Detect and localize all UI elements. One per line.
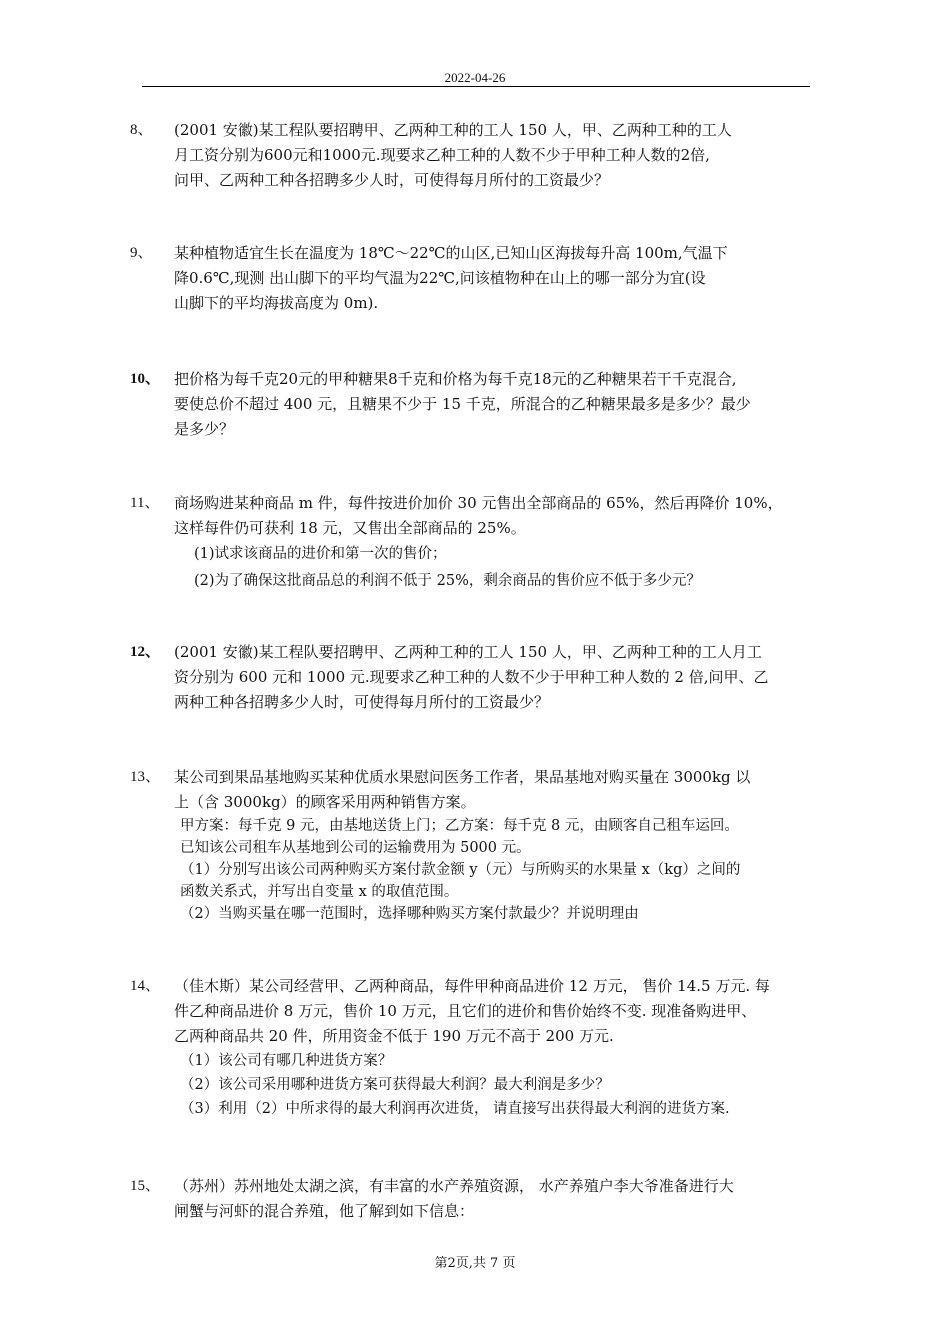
question-text-line: (2001 安徽)某工程队要招聘甲、乙两种工种的工人 150 人，甲、乙两种工种的工人 bbox=[174, 121, 732, 139]
sub-question: （2）该公司采用哪种进货方案可获得最大利润？最大利润是多少？ bbox=[180, 1077, 610, 1093]
question-text-line: 上（含 3000kg）的顾客采用两种销售方案。 bbox=[174, 793, 476, 811]
question-text-line: 问甲、乙两种工种各招聘多少人时，可使得每月所付的工资最少？ bbox=[174, 171, 610, 189]
question-number: 12、 bbox=[130, 644, 161, 660]
sub-question: (2)为了确保这批商品总的利润不低于 25%，剩余商品的售价应不低于多少元？ bbox=[194, 573, 701, 589]
question-14 bbox=[130, 974, 820, 1121]
header-rule bbox=[142, 86, 810, 87]
question-text-line: 某种植物适宜生长在温度为 18℃～22℃的山区,已知山区海拔每升高 100m,气温下 bbox=[174, 244, 728, 262]
question-number: 9、 bbox=[130, 245, 153, 261]
question-15 bbox=[130, 1174, 820, 1224]
question-text-line: 资分别为 600 元和 1000 元.现要求乙种工种的人数不少于甲种工种人数的 2 倍,问甲、乙 bbox=[174, 668, 769, 686]
question-text-line: 这样每件仍可获利 18 元，又售出全部商品的 25%。 bbox=[174, 519, 526, 537]
question-text-line: （佳木斯）某公司经营甲、乙两种商品，每件甲种商品进价 12 万元， 售价 14.5 万元. 每 bbox=[174, 977, 770, 995]
question-12 bbox=[130, 640, 820, 715]
question-9 bbox=[130, 241, 820, 316]
question-text-line: 山脚下的平均海拔高度为 0m). bbox=[174, 294, 379, 312]
question-text-line: 月工资分别为600元和1000元.现要求乙种工种的人数不少于甲种工种人数的2倍, bbox=[174, 146, 710, 164]
question-number: 14、 bbox=[130, 978, 161, 994]
question-text-line: 乙两种商品共 20 件，所用资金不低于 190 万元不高于 200 万元. bbox=[174, 1027, 614, 1045]
question-text-line: 要使总价不超过 400 元，且糖果不少于 15 千克，所混合的乙种糖果最多是多少？最少 bbox=[174, 395, 751, 413]
question-number: 11、 bbox=[130, 495, 160, 511]
sub-question: 甲方案：每千克 9 元，由基地送货上门；乙方案：每千克 8 元，由顾客自己租车运回。 bbox=[180, 818, 739, 834]
question-text-line: 两种工种各招聘多少人时，可使得每月所付的工资最少？ bbox=[174, 693, 550, 711]
sub-question: 已知该公司租车从基地到公司的运输费用为 5000 元。 bbox=[180, 840, 531, 856]
question-13 bbox=[130, 765, 820, 925]
header-date: 2022-04-26 bbox=[444, 70, 506, 85]
page-footer: 第2页,共 7 页 bbox=[434, 1256, 516, 1271]
sub-question: （1）分别写出该公司两种购买方案付款金额 y（元）与所购买的水果量 x（kg）之间的 bbox=[180, 862, 741, 878]
sub-question: （1）该公司有哪几种进货方案？ bbox=[180, 1053, 393, 1069]
sub-question: （2）当购买量在哪一范围时，选择哪种购买方案付款最少？并说明理由 bbox=[180, 906, 639, 922]
question-11 bbox=[130, 491, 820, 595]
sub-question: 函数关系式，并写出自变量 x 的取值范围。 bbox=[180, 884, 459, 900]
question-8 bbox=[130, 118, 820, 193]
question-text-line: (2001 安徽)某工程队要招聘甲、乙两种工种的工人 150 人，甲、乙两种工种的工人月工 bbox=[174, 643, 762, 661]
question-text-line: 闸蟹与河虾的混合养殖，他了解到如下信息： bbox=[174, 1202, 475, 1220]
sub-question: (1)试求该商品的进价和第一次的售价； bbox=[194, 546, 447, 562]
question-10 bbox=[130, 367, 820, 442]
question-text-line: 件乙种商品进价 8 万元，售价 10 万元，且它们的进价和售价始终不变. 现准备购进甲、 bbox=[174, 1002, 757, 1020]
question-text-line: 把价格为每千克20元的甲种糖果8千克和价格为每千克18元的乙种糖果若干千克混合, bbox=[174, 370, 737, 388]
question-number: 10、 bbox=[130, 371, 161, 387]
question-number: 8、 bbox=[130, 122, 153, 138]
question-text-line: 商场购进某种商品 m 件，每件按进价加价 30 元售出全部商品的 65%，然后再降价 10%， bbox=[174, 494, 783, 512]
question-text-line: 降0.6℃,现测 出山脚下的平均气温为22℃,问该植物种在山上的哪一部分为宜(设 bbox=[174, 269, 706, 287]
question-text-line: 某公司到果品基地购买某种优质水果慰问医务工作者，果品基地对购买量在 3000kg 以 bbox=[174, 768, 751, 786]
sub-question: （3）利用（2）中所求得的最大利润再次进货， 请直接写出获得最大利润的进货方案. bbox=[180, 1101, 730, 1117]
question-number: 13、 bbox=[130, 769, 161, 785]
question-text-line: 是多少？ bbox=[174, 420, 235, 438]
question-number: 15、 bbox=[130, 1178, 161, 1194]
question-text-line: （苏州）苏州地处太湖之滨，有丰富的水产养殖资源， 水产养殖户李大爷准备进行大 bbox=[174, 1177, 734, 1195]
